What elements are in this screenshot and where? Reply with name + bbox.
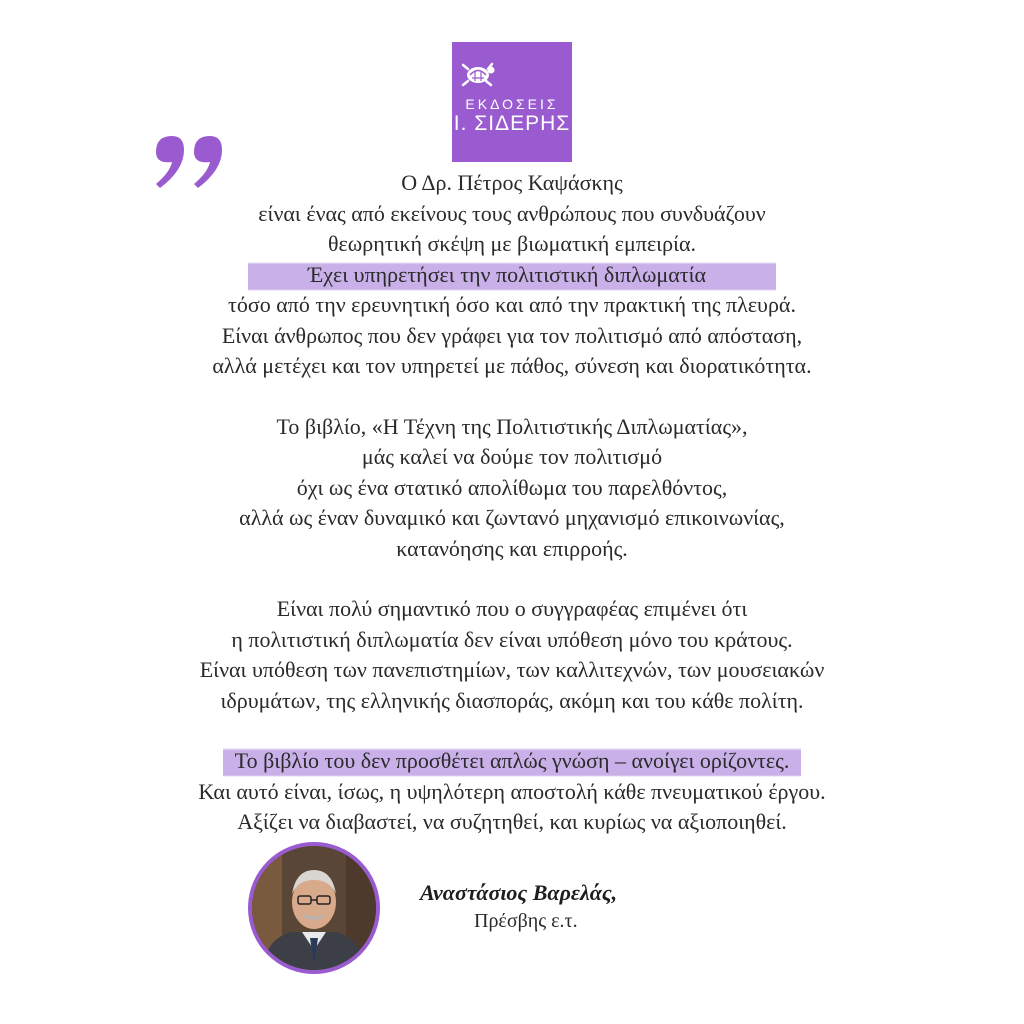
signature-title: Πρέσβης ε.τ. <box>474 910 578 932</box>
text-line: Ο Δρ. Πέτρος Καψάσκης <box>401 170 623 195</box>
turtle-logo-icon <box>458 54 498 94</box>
text-line: αλλά ως έναν δυναμικό και ζωντανό μηχανισμό επικοινωνίας, <box>239 505 785 530</box>
text-line: Είναι πολύ σημαντικό που ο συγγραφέας επιμένει ότι <box>276 596 748 621</box>
text-line: όχι ως ένα στατικό απολίθωμα του παρελθόντος, <box>296 474 728 500</box>
paragraph-4 <box>40 746 984 838</box>
text-line: η πολιτιστική διπλωματία δεν είναι υπόθεση μόνο του κράτους. <box>231 626 793 652</box>
logo-line-2: Ι. ΣΙΔΕΡΗΣ <box>453 112 571 135</box>
highlighted-line: Το βιβλίο του δεν προσθέτει απλώς γνώση – ανοίγει ορίζοντες. <box>223 746 802 777</box>
highlighted-line: Έχει υπηρετήσει την πολιτιστική διπλωματία <box>248 260 776 291</box>
paragraph-1 <box>40 168 984 382</box>
testimonial-text <box>40 168 984 868</box>
text-line: Αξίζει να διαβαστεί, να συζητηθεί, και κυρίως να αξιοποιηθεί. <box>237 809 787 834</box>
publisher-logo <box>452 42 572 162</box>
author-photo <box>248 842 380 974</box>
text-line: Είναι υπόθεση των πανεπιστημίων, των καλλιτεχνών, των μουσειακών <box>199 657 825 682</box>
text-line: Και αυτό είναι, ίσως, η υψηλότερη αποστολή κάθε πνευματικού έργου. <box>198 778 826 804</box>
text-line: τόσο από την ερευνητική όσο και από την πρακτική της πλευρά. <box>228 292 796 317</box>
text-line: μάς καλεί να δούμε τον πολιτισμό <box>361 444 663 469</box>
text-line: Είναι άνθρωπος που δεν γράφει για τον πολιτισμό από απόσταση, <box>221 322 803 348</box>
text-line: αλλά μετέχει και τον υπηρετεί με πάθος, σύνεση και διορατικότητα. <box>212 353 812 378</box>
logo-line-1: ΕΚΔΟΣΕΙΣ <box>465 96 559 112</box>
paragraph-2 <box>40 412 984 565</box>
portrait-image <box>252 846 376 970</box>
paragraph-3 <box>40 594 984 716</box>
signature-name: Αναστάσιος Βαρελάς, <box>420 880 618 905</box>
text-line: κατανόησης και επιρροής. <box>396 535 628 561</box>
text-line: θεωρητική σκέψη με βιωματική εμπειρία. <box>327 231 697 256</box>
text-line: είναι ένας από εκείνους τους ανθρώπους που συνδυάζουν <box>258 200 766 226</box>
text-line: ιδρυμάτων, της ελληνικής διασποράς, ακόμη και του κάθε πολίτη. <box>220 687 804 713</box>
text-line: Το βιβλίο, «Η Τέχνη της Πολιτιστικής Διπλωματίας», <box>276 413 748 439</box>
